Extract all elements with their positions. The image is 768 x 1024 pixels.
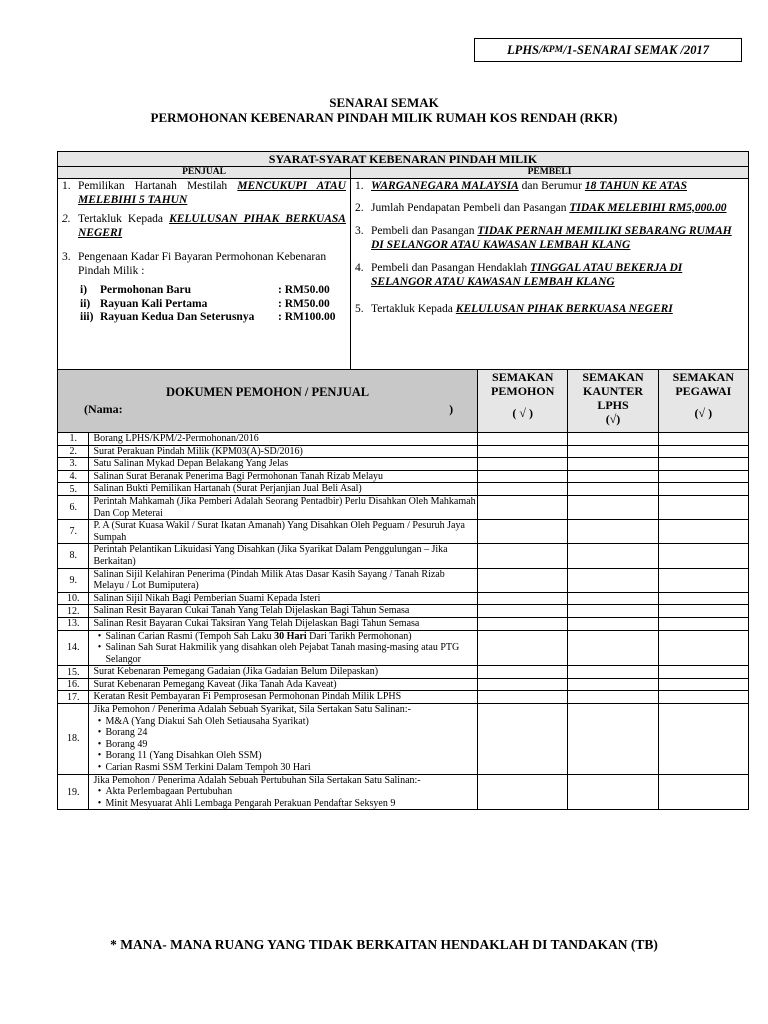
- row-number: 16.: [58, 678, 89, 691]
- row-number: 10.: [58, 592, 89, 605]
- table-row: [58, 630, 749, 666]
- row-number: 3.: [58, 458, 89, 471]
- table-row: [58, 774, 749, 810]
- row-number: 2.: [58, 445, 89, 458]
- table-row: [58, 544, 749, 568]
- buyer-item-5: 5. Tertakluk Kepada KELULUSAN PIHAK BERKUASA NEGERI: [355, 303, 673, 315]
- row-description: Keratan Resit Pembayaran Fi Pemprosesan Permohonan Pindah Milik LPHS: [89, 691, 478, 704]
- ref-small: KPM: [542, 45, 564, 55]
- row-number: 14.: [58, 630, 89, 666]
- checkbox-cell-pegawai[interactable]: [658, 433, 748, 446]
- buyer-item-4: 4. Pembeli dan Pasangan Hendaklah TINGGAL ATAU BEKERJA DI SELANGOR ATAU KAWASAN LEMBAH KLANG: [355, 262, 683, 288]
- row-number: 19.: [58, 774, 89, 810]
- checkbox-cell-kaunter[interactable]: [568, 691, 658, 704]
- row-number: 4.: [58, 470, 89, 483]
- table-row: [58, 691, 749, 704]
- checkbox-cell-pemohon[interactable]: [478, 592, 568, 605]
- bullet-icon: •: [97, 738, 102, 750]
- seller-item-3: 3. Pengenaan Kadar Fi Bayaran Permohonan Kebenaran Pindah Milik :: [62, 251, 327, 277]
- checkbox-cell-kaunter[interactable]: [568, 483, 658, 496]
- table-row: [58, 666, 749, 679]
- table-row: [58, 445, 749, 458]
- checkbox-cell-pemohon[interactable]: [478, 483, 568, 496]
- checkbox-cell-pegawai[interactable]: [658, 704, 748, 775]
- checkbox-cell-pemohon[interactable]: [478, 630, 568, 666]
- table-row: [58, 617, 749, 630]
- checkbox-cell-pegawai[interactable]: [658, 458, 748, 471]
- row-number: 12.: [58, 605, 89, 618]
- requirements-heading: SYARAT-SYARAT KEBENARAN PINDAH MILIK: [58, 152, 749, 167]
- checkbox-cell-pegawai[interactable]: [658, 691, 748, 704]
- checkbox-cell-kaunter[interactable]: [568, 666, 658, 679]
- table-row: [58, 678, 749, 691]
- table-row: [58, 483, 749, 496]
- checkbox-cell-pegawai[interactable]: [658, 617, 748, 630]
- checkbox-cell-pemohon[interactable]: [478, 678, 568, 691]
- row-description: Surat Perakuan Pindah Milik (KPM03(A)-SD/2016): [89, 445, 478, 458]
- checkbox-cell-kaunter[interactable]: [568, 704, 658, 775]
- fee-list: [80, 284, 350, 325]
- buyer-item-3: 3. Pembeli dan Pasangan TIDAK PERNAH MEMILIKI SEBARANG RUMAH DI SELANGOR ATAU KAWASAN LEMBAH KLANG: [355, 225, 732, 251]
- row-description: Salinan Bukti Pemilikan Hartanah (Surat Perjanjian Jual Beli Asal): [89, 483, 478, 496]
- row-number: 5.: [58, 483, 89, 496]
- checkbox-cell-kaunter[interactable]: [568, 774, 658, 810]
- row-description: Salinan Resit Bayaran Cukai Taksiran Yang Telah Dijelaskan Bagi Tahun Semasa: [89, 617, 478, 630]
- row-number: 13.: [58, 617, 89, 630]
- checkbox-cell-kaunter[interactable]: [568, 630, 658, 666]
- checkbox-cell-kaunter[interactable]: [568, 458, 658, 471]
- checkbox-cell-pegawai[interactable]: [658, 774, 748, 810]
- documents-checklist-table: [57, 369, 749, 810]
- checkbox-cell-pemohon[interactable]: [478, 605, 568, 618]
- checkbox-cell-kaunter[interactable]: [568, 445, 658, 458]
- form-reference-code: [474, 38, 742, 62]
- row-number: 7.: [58, 520, 89, 544]
- buyer-item-1: 1. WARGANEGARA MALAYSIA dan Berumur 18 TAHUN KE ATAS: [355, 180, 688, 192]
- checkbox-cell-pemohon[interactable]: [478, 568, 568, 592]
- row-number: 18.: [58, 704, 89, 775]
- row-description: Perintah Mahkamah (Jika Pemberi Adalah Seorang Pentadbir) Perlu Disahkan Oleh Mahkamah Dan Cop Meterai: [89, 495, 478, 519]
- fee-row: i) Permohonan Baru : RM50.00: [80, 284, 330, 296]
- row-description: Salinan Sijil Nikah Bagi Pemberian Suami Kepada Isteri: [89, 592, 478, 605]
- row-description: • Salinan Carian Rasmi (Tempoh Sah Laku 30 Hari Dari Tarikh Permohonan) • Salinan Sah Surat Hakmilik yang disahkan oleh Pejabat Tanah masing-masing atau PTG Selangor: [89, 630, 478, 666]
- checkbox-cell-pemohon[interactable]: [478, 470, 568, 483]
- checkbox-cell-pegawai[interactable]: [658, 544, 748, 568]
- bullet-icon: •: [97, 786, 102, 798]
- table-row: [58, 592, 749, 605]
- table-row: [58, 458, 749, 471]
- table-row: [58, 520, 749, 544]
- checkbox-cell-pegawai[interactable]: [658, 666, 748, 679]
- page-title: SENARAI SEMAK: [329, 95, 439, 110]
- checkbox-cell-pemohon[interactable]: [478, 445, 568, 458]
- row-number: 6.: [58, 495, 89, 519]
- checkbox-cell-pegawai[interactable]: [658, 630, 748, 666]
- ref-prefix: LPHS/: [507, 42, 543, 57]
- row-description: Surat Kebenaran Pemegang Kaveat (Jika Tanah Ada Kaveat): [89, 678, 478, 691]
- seller-item-2: 2. Tertakluk Kepada KELULUSAN PIHAK BERKUASA NEGERI: [62, 213, 346, 239]
- checkbox-cell-kaunter[interactable]: [568, 495, 658, 519]
- checkbox-cell-pemohon[interactable]: [478, 617, 568, 630]
- bullet-icon: •: [97, 750, 102, 762]
- bullet-icon: •: [97, 762, 102, 774]
- checkbox-cell-pemohon[interactable]: [478, 774, 568, 810]
- table-row: [58, 605, 749, 618]
- bullet-icon: •: [97, 630, 102, 642]
- checkbox-cell-kaunter[interactable]: [568, 617, 658, 630]
- checkbox-cell-pegawai[interactable]: [658, 470, 748, 483]
- buyer-item-2: 2. Jumlah Pendapatan Pembeli dan Pasangan TIDAK MELEBIHI RM5,000.00: [355, 201, 727, 214]
- checkbox-cell-pegawai[interactable]: [658, 445, 748, 458]
- checkbox-cell-pegawai[interactable]: [658, 678, 748, 691]
- page-subtitle: PERMOHONAN KEBENARAN PINDAH MILIK RUMAH KOS RENDAH (RKR): [150, 110, 618, 125]
- row-number: 9.: [58, 568, 89, 592]
- row-number: 8.: [58, 544, 89, 568]
- col-semakan-pegawai: SEMAKAN PEGAWAI (√ ): [658, 370, 748, 433]
- row-description: Salinan Surat Beranak Penerima Bagi Permohonan Tanah Rizab Melayu: [89, 470, 478, 483]
- row-description: Surat Kebenaran Pemegang Gadaian (Jika Gadaian Belum Dilepaskan): [89, 666, 478, 679]
- documents-title: DOKUMEN PEMOHON / PENJUAL: [165, 385, 370, 399]
- checkbox-cell-pegawai[interactable]: [658, 520, 748, 544]
- checkbox-cell-pegawai[interactable]: [658, 605, 748, 618]
- checkbox-cell-pemohon[interactable]: [478, 691, 568, 704]
- row-number: 15.: [58, 666, 89, 679]
- buyer-label: PEMBELI: [351, 167, 749, 179]
- table-row: [58, 568, 749, 592]
- row-description: Jika Pemohon / Penerima Adalah Sebuah Pertubuhan Sila Sertakan Satu Salinan:- • Akta Perlembagaan Pertubuhan • Minit Mesyuarat Ahli Lembaga Pengarah Perakuan Pendaftar Seksyen 9: [89, 774, 478, 810]
- checkbox-cell-pegawai[interactable]: [658, 483, 748, 496]
- checkbox-cell-kaunter[interactable]: [568, 520, 658, 544]
- bullet-icon: •: [97, 715, 102, 727]
- col-semakan-pemohon: SEMAKAN PEMOHON ( √ ): [478, 370, 568, 433]
- row-description: Salinan Resit Bayaran Cukai Tanah Yang Telah Dijelaskan Bagi Tahun Semasa: [89, 605, 478, 618]
- checkbox-cell-pemohon[interactable]: [478, 704, 568, 775]
- checkbox-cell-kaunter[interactable]: [568, 544, 658, 568]
- checkbox-cell-kaunter[interactable]: [568, 678, 658, 691]
- seller-item-1: 1. Pemilikan Hartanah Mestilah MENCUKUPI ATAU MELEBIHI 5 TAHUN: [62, 180, 346, 206]
- documents-header: [58, 370, 478, 433]
- checkbox-cell-kaunter[interactable]: [568, 592, 658, 605]
- checkbox-cell-pemohon[interactable]: [478, 433, 568, 446]
- seller-label: PENJUAL: [58, 167, 351, 179]
- row-description: Perintah Pelantikan Likuidasi Yang Disahkan (Jika Syarikat Dalam Penggulungan – Jika Berkaitan): [89, 544, 478, 568]
- fee-row: ii) Rayuan Kali Pertama : RM50.00: [80, 297, 330, 310]
- checkbox-cell-pemohon[interactable]: [478, 495, 568, 519]
- checkbox-cell-pegawai[interactable]: [658, 495, 748, 519]
- footer-note: * MANA- MANA RUANG YANG TIDAK BERKAITAN HENDAKLAH DI TANDAKAN (TB): [110, 937, 658, 952]
- name-label: (Nama:: [84, 402, 123, 416]
- ref-suffix: /1-SENARAI SEMAK /2017: [563, 42, 709, 57]
- checkbox-cell-kaunter[interactable]: [568, 470, 658, 483]
- table-row: [58, 433, 749, 446]
- row-number: 1.: [58, 433, 89, 446]
- row-number: 17.: [58, 691, 89, 704]
- buyer-requirements: [351, 179, 749, 386]
- table-row: [58, 704, 749, 775]
- checkbox-cell-pegawai[interactable]: [658, 592, 748, 605]
- col-semakan-kaunter: SEMAKAN KAUNTER LPHS (√): [568, 370, 658, 433]
- checkbox-cell-pemohon[interactable]: [478, 520, 568, 544]
- name-close: ): [449, 402, 454, 416]
- table-row: [58, 495, 749, 519]
- requirements-table: [57, 151, 749, 386]
- row-description: Satu Salinan Mykad Depan Belakang Yang Jelas: [89, 458, 478, 471]
- bullet-icon: •: [97, 642, 102, 654]
- checkbox-cell-pegawai[interactable]: [658, 568, 748, 592]
- row-description: Borang LPHS/KPM/2-Permohonan/2016: [89, 433, 478, 446]
- row-description: P. A (Surat Kuasa Wakil / Surat Ikatan Amanah) Yang Disahkan Oleh Peguam / Pesuruh Jaya Sumpah: [89, 520, 478, 544]
- checkbox-cell-kaunter[interactable]: [568, 605, 658, 618]
- bullet-icon: •: [97, 727, 102, 739]
- row-description: Jika Pemohon / Penerima Adalah Sebuah Syarikat, Sila Sertakan Satu Salinan:- • M&A (Yang Diakui Sah Oleh Setiausaha Syarikat) • Borang 24 • Borang 49 • Borang 11 (Yang Disahkan Oleh SSM) • Carian Rasmi SSM Terkini Dalam Tempoh 30 Hari: [89, 704, 478, 775]
- table-row: [58, 470, 749, 483]
- checkbox-cell-kaunter[interactable]: [568, 433, 658, 446]
- checkbox-cell-pemohon[interactable]: [478, 544, 568, 568]
- bullet-icon: •: [97, 797, 102, 809]
- checkbox-cell-kaunter[interactable]: [568, 568, 658, 592]
- seller-requirements: [58, 179, 351, 386]
- checkbox-cell-pemohon[interactable]: [478, 666, 568, 679]
- fee-row: iii) Rayuan Kedua Dan Seterusnya : RM100.00: [80, 311, 336, 323]
- row-description: Salinan Sijil Kelahiran Penerima (Pindah Milik Atas Dasar Kasih Sayang / Tanah Rizab Melayu / Lot Bumiputera): [89, 568, 478, 592]
- checkbox-cell-pemohon[interactable]: [478, 458, 568, 471]
